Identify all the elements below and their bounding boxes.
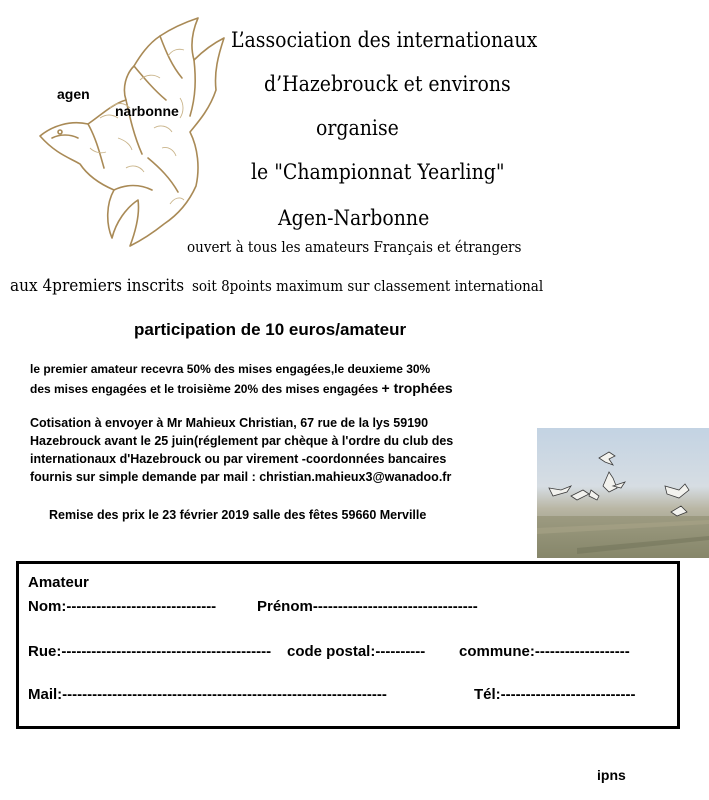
cotisation-line-4: fournis sur simple demande par mail : christian.mahieux3@wanadoo.fr: [30, 470, 452, 484]
code-postal-field[interactable]: code postal:----------: [287, 643, 426, 660]
header-line-association: L’association des internationaux: [231, 28, 538, 52]
ipns-mark: ipns: [597, 767, 626, 783]
cotisation-line-3: internationaux d'Hazebrouck ou par virement -coordonnées bancaires: [30, 452, 447, 466]
form-title-amateur: Amateur: [28, 574, 89, 591]
registration-form: [16, 561, 680, 729]
remise-des-prix: Remise des prix le 23 février 2019 salle des fêtes 59660 Merville: [49, 508, 427, 522]
prize-trophees: + trophées: [381, 380, 453, 396]
prize-line-1: le premier amateur recevra 50% des mises engagées,le deuxieme 30%: [30, 362, 431, 376]
cotisation-line-1: Cotisation à envoyer à Mr Mahieux Christian, 67 rue de la lys 59190: [30, 416, 429, 430]
header-line-ouvert: ouvert à tous les amateurs Français et étrangers: [187, 238, 522, 256]
prize-line-2: [30, 380, 453, 396]
cotisation-line-2: Hazebrouck avant le 25 juin(réglement par chèque à l'ordre du club des: [30, 434, 454, 448]
logo-word-narbonne: narbonne: [115, 103, 179, 119]
mail-field[interactable]: Mail:-----------------------------------------------------------------: [28, 686, 387, 703]
prenom-field[interactable]: Prénom---------------------------------: [257, 598, 478, 615]
header-line-hazebrouck: d’Hazebrouck et environs: [264, 72, 511, 96]
flying-pigeons-photo: [537, 428, 709, 558]
logo-word-agen: agen: [57, 86, 90, 102]
nom-field[interactable]: Nom:------------------------------: [28, 598, 217, 615]
header-line-classement: soit 8points maximum sur classement international: [192, 277, 544, 295]
rue-field[interactable]: Rue:------------------------------------------: [28, 643, 272, 660]
header-line-championnat: le "Championnat Yearling": [251, 160, 505, 184]
dove-logo-icon: [30, 8, 230, 253]
header-line-organise: organise: [316, 116, 399, 140]
header-line-inscrits: aux 4premiers inscrits: [10, 276, 185, 296]
prize-line-2-text: des mises engagées et le troisième 20% des mises engagées: [30, 382, 379, 396]
participation-heading: participation de 10 euros/amateur: [134, 320, 407, 339]
commune-field[interactable]: commune:-------------------: [459, 643, 630, 660]
tel-field[interactable]: Tél:---------------------------: [474, 686, 636, 703]
header-line-agen-narbonne: Agen-Narbonne: [278, 206, 430, 230]
